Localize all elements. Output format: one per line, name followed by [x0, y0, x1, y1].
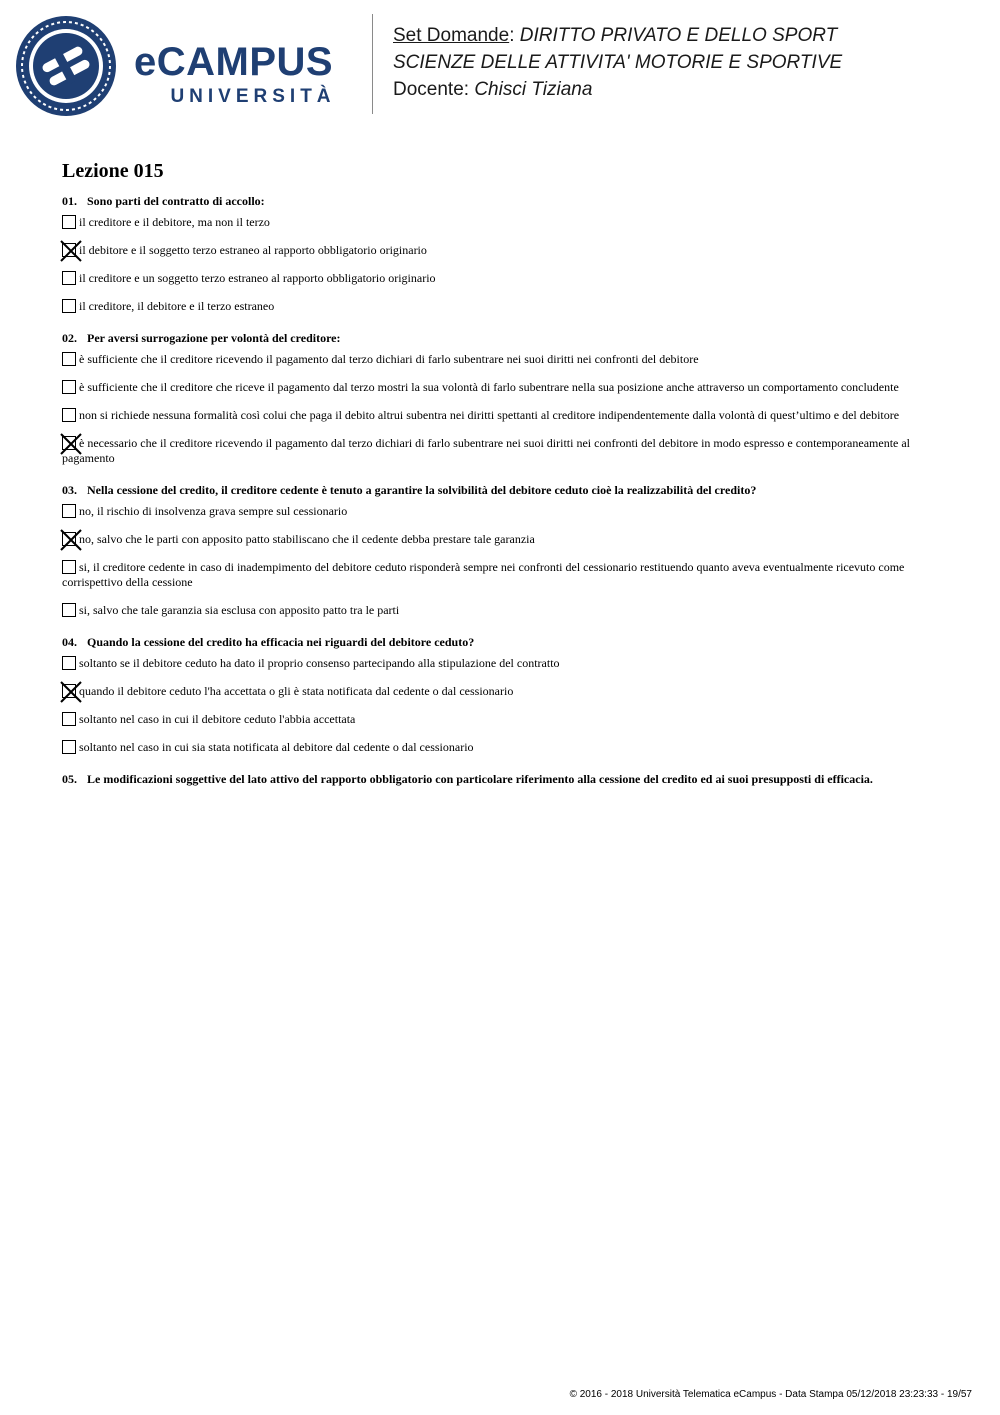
checkbox[interactable] [62, 740, 76, 754]
brand-subtitle: UNIVERSITÀ [170, 86, 336, 107]
cross-mark-icon [59, 528, 83, 552]
checkbox[interactable] [62, 560, 76, 574]
page-footer: © 2016 - 2018 Università Telematica eCampus - Data Stampa 05/12/2018 23:23:33 - 19/57 [569, 1389, 972, 1400]
answer-option-label: soltanto nel caso in cui sia stata notificata al debitore dal cedente o dal cessionario [79, 740, 474, 754]
question-text [62, 482, 942, 498]
cross-mark-icon [59, 432, 83, 456]
answer-option-label: si, salvo che tale garanzia sia esclusa con apposito patto tra le parti [79, 603, 400, 617]
question-text [62, 193, 942, 209]
answer-option-label: non si richiede nessuna formalità così colui che paga il debito altrui subentra nei diritti spettanti al creditore indipendentemente dalla volontà di quest’ultimo e del debitore [79, 408, 900, 422]
answer-option-label: no, salvo che le parti con apposito patto stabiliscano che il cedente debba prestare tale garanzia [79, 532, 535, 546]
question [62, 771, 942, 787]
answer-option[interactable] [62, 243, 942, 258]
answer-option[interactable] [62, 299, 942, 314]
answer-option-label: il creditore e un soggetto terzo estraneo al rapporto obbligatorio originario [79, 271, 436, 285]
brand-wordmark [134, 40, 356, 108]
question-text [62, 771, 942, 787]
checkbox[interactable] [62, 380, 76, 394]
question [62, 193, 942, 314]
answer-option-label: è sufficiente che il creditore ricevendo il pagamento dal terzo dichiari di farlo subentrare nei suoi diritti nei confronti del debitore [79, 352, 699, 366]
degree-name: SCIENZE DELLE ATTIVITA' MOTORIE E SPORTIVE [393, 52, 843, 73]
checkbox[interactable] [62, 408, 76, 422]
checkbox[interactable] [62, 271, 76, 285]
set-line: Set Domande: DIRITTO PRIVATO E DELLO SPORT [393, 25, 838, 46]
checked-checkbox[interactable] [62, 243, 76, 257]
question-label: Nella cessione del credito, il creditore cedente è tenuto a garantire la solvibilità del debitore ceduto cioè la realizzabilità del credito? [87, 483, 757, 497]
question-label: Sono parti del contratto di accollo: [87, 194, 265, 208]
question-number: 03. [62, 483, 77, 497]
answer-option[interactable] [62, 684, 942, 699]
checkbox[interactable] [62, 215, 76, 229]
answer-option[interactable] [62, 712, 942, 727]
checkbox[interactable] [62, 712, 76, 726]
question-number: 01. [62, 194, 77, 208]
course-name: DIRITTO PRIVATO E DELLO SPORT [519, 25, 838, 46]
answer-option[interactable] [62, 532, 942, 547]
question-text [62, 634, 942, 650]
checked-checkbox[interactable] [62, 684, 76, 698]
brand-name: eCAMPUS [134, 40, 334, 84]
answer-option-label: soltanto nel caso in cui il debitore ceduto l'abbia accettata [79, 712, 356, 726]
checked-checkbox[interactable] [62, 436, 76, 450]
answer-option[interactable] [62, 504, 942, 519]
answer-option[interactable] [62, 215, 942, 230]
question [62, 330, 942, 466]
answer-option-label: è necessario che il creditore ricevendo il pagamento dal terzo dichiari di farlo subentrare nei suoi diritti nei confronti del debitore in modo espresso e contemporaneamente al pagamento [62, 436, 911, 465]
question-label: Per aversi surrogazione per volontà del creditore: [87, 331, 341, 345]
checkbox[interactable] [62, 352, 76, 366]
teacher-label: Docente: [393, 79, 470, 100]
answer-option-label: il debitore e il soggetto terzo estraneo al rapporto obbligatorio originario [79, 243, 427, 257]
question [62, 634, 942, 755]
answer-option-label: quando il debitore ceduto l'ha accettata o gli è stata notificata dal cedente o dal cessionario [79, 684, 514, 698]
cross-mark-icon [59, 239, 83, 263]
checked-checkbox[interactable] [62, 532, 76, 546]
teacher-name: Chisci Tiziana [474, 79, 593, 100]
ecampus-logo-seal [14, 14, 118, 118]
checkbox[interactable] [62, 504, 76, 518]
answer-option[interactable] [62, 436, 942, 466]
question-set [62, 160, 942, 803]
answer-option[interactable] [62, 271, 942, 286]
answer-option-label: si, il creditore cedente in caso di inadempimento del debitore ceduto risponderà sempre nei confronti del cessionario restituendo quanto aveva eventualmente ricevuto come corrispettivo della cessione [62, 560, 905, 589]
question-number: 05. [62, 772, 77, 786]
answer-option[interactable] [62, 560, 942, 590]
answer-option[interactable] [62, 740, 942, 755]
teacher-line [393, 76, 842, 103]
checkbox[interactable] [62, 299, 76, 313]
question-label: Le modificazioni soggettive del lato attivo del rapporto obbligatorio con particolare riferimento alla cessione del credito ed ai suoi presupposti di efficacia. [87, 772, 873, 786]
checkbox[interactable] [62, 603, 76, 617]
cross-mark-icon [59, 680, 83, 704]
question-list [62, 193, 942, 787]
checkbox[interactable] [62, 656, 76, 670]
set-label: Set Domande [393, 25, 510, 46]
answer-option[interactable] [62, 408, 942, 423]
answer-option[interactable] [62, 380, 942, 395]
answer-option[interactable] [62, 603, 942, 618]
document-header [393, 22, 842, 103]
answer-option-label: no, il rischio di insolvenza grava sempre sul cessionario [79, 504, 348, 518]
question-number: 02. [62, 331, 77, 345]
answer-option-label: il creditore, il debitore e il terzo estraneo [79, 299, 275, 313]
lesson-title: Lezione 015 [62, 160, 164, 182]
header-divider [372, 14, 373, 114]
question-label: Quando la cessione del credito ha efficacia nei riguardi del debitore ceduto? [87, 635, 475, 649]
answer-option-label: soltanto se il debitore ceduto ha dato il proprio consenso partecipando alla stipulazione del contratto [79, 656, 560, 670]
answer-option[interactable] [62, 656, 942, 671]
question [62, 482, 942, 618]
question-text [62, 330, 942, 346]
answer-option-label: il creditore e il debitore, ma non il terzo [79, 215, 270, 229]
answer-option-label: è sufficiente che il creditore che riceve il pagamento dal terzo mostri la sua volontà di farlo subentrare nella sua posizione anche attraverso un comportamento concludente [79, 380, 899, 394]
logo-seal-icon [14, 14, 118, 118]
question-number: 04. [62, 635, 77, 649]
answer-option[interactable] [62, 352, 942, 367]
